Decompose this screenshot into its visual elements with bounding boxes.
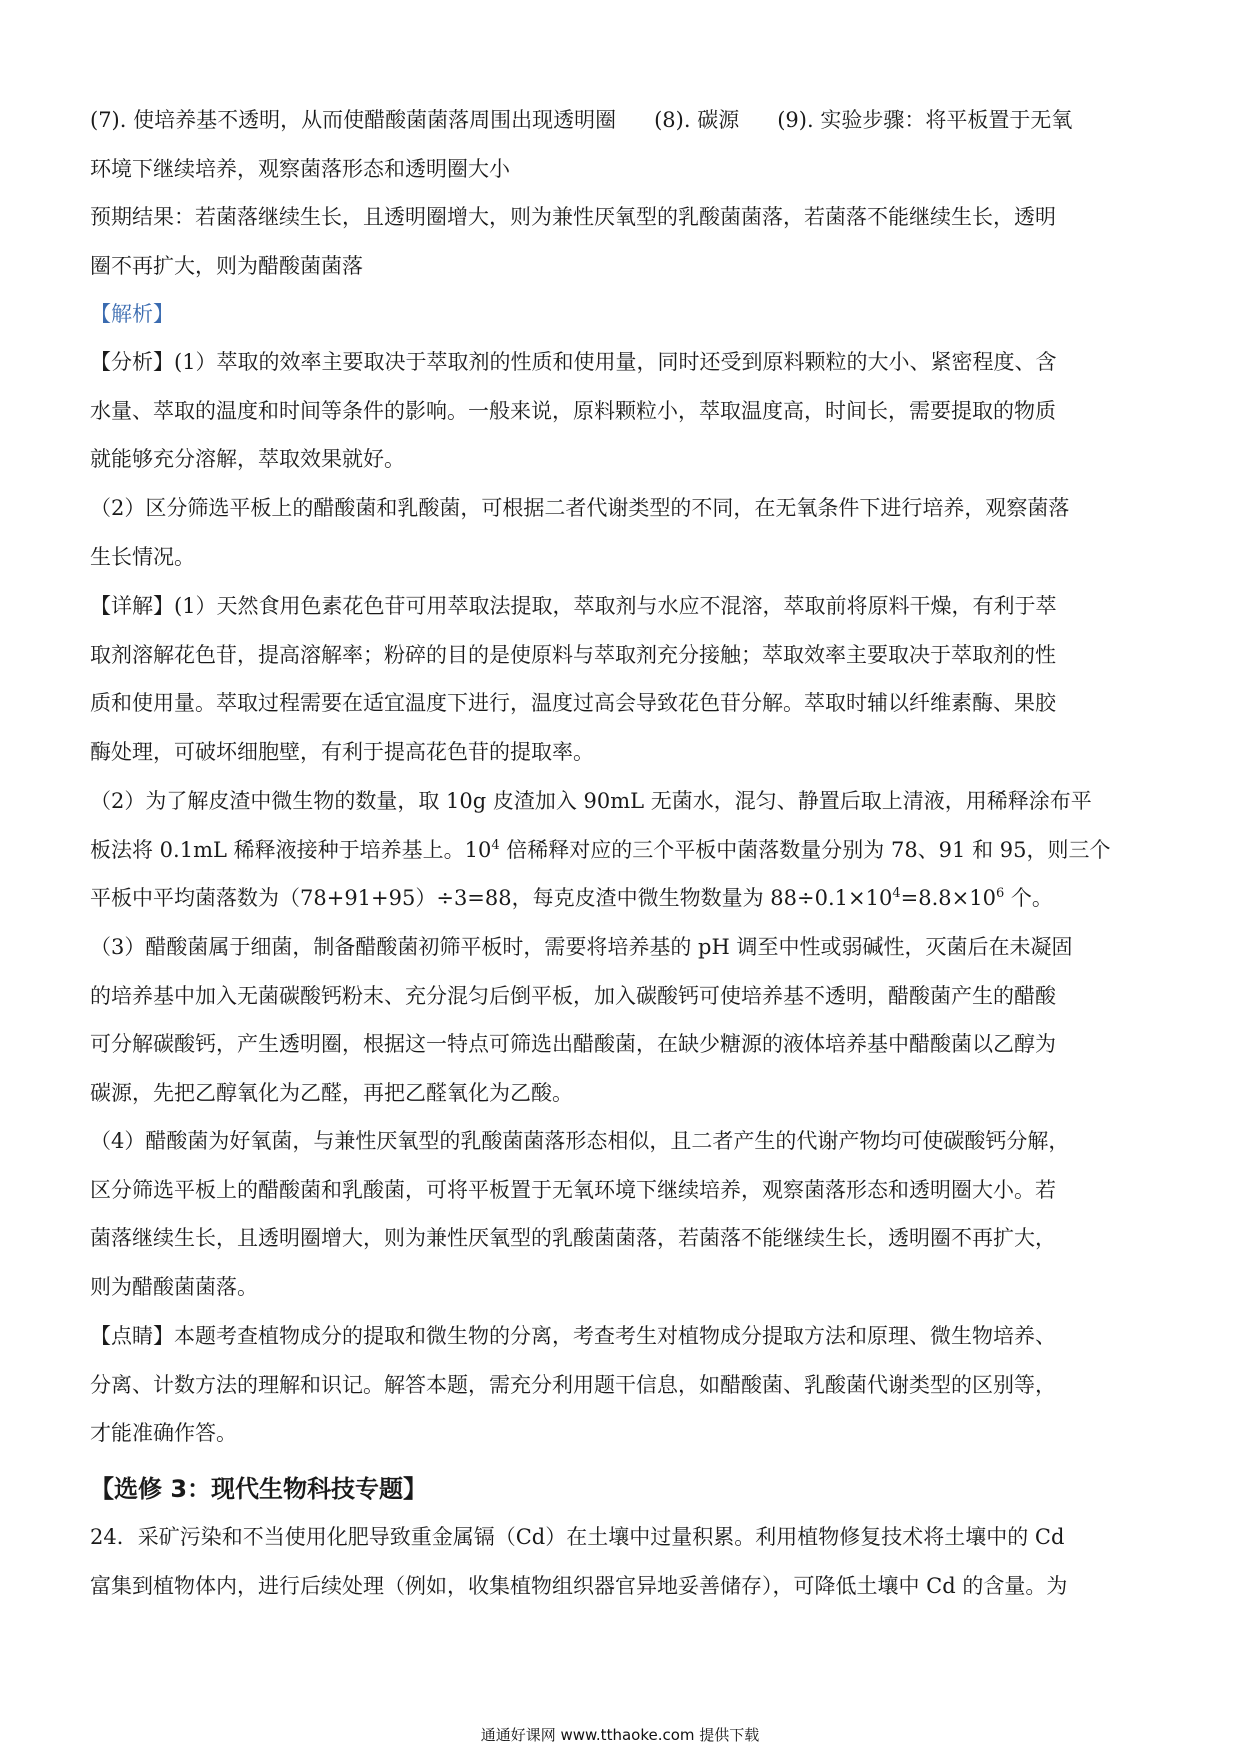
detail-p1-line: 【详解】(1）天然食用色素花色苷可用萃取法提取，萃取剂与水应不混溶，萃取前将原料干燥，有利于萃 [90,594,1057,618]
answer-8: (8). 碳源 [654,108,740,132]
answer-9: (9). 实验步骤：将平板置于无氧 [777,108,1073,132]
analysis-paragraph-2 [90,484,1135,581]
question-24-line: 24．采矿污染和不当使用化肥导致重金属镉（Cd）在土壤中过量积累。利用植物修复技术将土壤中的 Cd [90,1525,1065,1549]
detail-p3-line: 可分解碳酸钙，产生透明圈，根据这一特点可筛选出醋酸菌，在缺少糖源的液体培养基中醋酸菌以乙醇为 [90,1032,1056,1056]
detail-p1-line: 酶处理，可破坏细胞壁，有利于提高花色苷的提取率。 [90,739,594,764]
detail-paragraph-2 [90,777,1135,923]
detail-paragraph-4 [90,1117,1135,1311]
analysis-p2-line: （2）区分筛选平板上的醋酸菌和乳酸菌，可根据二者代谢类型的不同，在无氧条件下进行培养，观察菌落 [90,496,1070,520]
analysis-tag: 【解析】 [90,302,174,326]
detail-p4-line: 则为醋酸菌菌落。 [90,1274,258,1299]
detail-p1-line: 质和使用量。萃取过程需要在适宜温度下进行，温度过高会导致花色苷分解。萃取时辅以纤维素酶、果胶 [90,691,1056,715]
answer-9-continued: 环境下继续培养，观察菌落形态和透明圈大小 [90,156,510,181]
detail-paragraph-1 [90,582,1135,776]
detail-p2-line-3-b: =8.8×10 [900,886,996,910]
detail-paragraph-3 [90,923,1135,1117]
section-heading: 【选修 3：现代生物科技专题】 [90,1475,428,1503]
analysis-p1-line: 水量、萃取的温度和时间等条件的影响。一般来说，原料颗粒小，萃取温度高，时间长，需要提取的物质 [90,398,1056,423]
comment-line: 【点睛】本题考查植物成分的提取和微生物的分离，考查考生对植物成分提取方法和原理、微生物培养、 [90,1324,1056,1348]
page-footer: 通通好课网 www.tthaoke.com 提供下载 [480,1726,760,1744]
analysis-paragraph-1 [90,338,1135,484]
detail-p3-line: （3）醋酸菌属于细菌，制备醋酸菌初筛平板时，需要将培养基的 pH 调至中性或弱碱性，灭菌后在未凝固 [90,935,1073,959]
detail-p3-line: 碳源，先把乙醇氧化为乙醛，再把乙醛氧化为乙酸。 [90,1080,573,1105]
detail-p2-line-3-c: 个。 [1004,886,1053,910]
detail-p2-line-3 [90,874,1135,923]
detail-p2-line-3-a: 平板中平均菌落数为（78+91+95）÷3=88，每克皮渣中微生物数量为 88÷0.1×10 [90,886,893,910]
exponent: 6 [995,886,1005,901]
detail-p2-line-2-a: 板法将 0.1mL 稀释液接种于培养基上。10 [90,837,492,862]
expected-result-line-2: 圈不再扩大，则为醋酸菌菌落 [90,253,363,278]
question-24 [90,1513,1135,1610]
answer-7: (7). 使培养基不透明，从而使醋酸菌菌落周围出现透明圈 [90,108,617,132]
detail-p2-line-2 [90,826,1135,875]
comment-line: 分离、计数方法的理解和识记。解答本题，需充分利用题干信息，如醋酸菌、乳酸菌代谢类型的区别等， [90,1372,1056,1397]
expected-result-line-1: 预期结果：若菌落继续生长，且透明圈增大，则为兼性厌氧型的乳酸菌菌落，若菌落不能继续生长，透明 [90,205,1056,229]
analysis-p2-line: 生长情况。 [90,544,195,569]
exponent: 4 [892,886,901,901]
detail-p2-line-2-b: 倍稀释对应的三个平板中菌落数量分别为 78、91 和 95，则三个 [499,837,1111,862]
detail-p4-line: 菌落继续生长，且透明圈增大，则为兼性厌氧型的乳酸菌菌落，若菌落不能继续生长，透明圈不再扩大， [90,1226,1056,1250]
answer-line-1 [90,96,1072,145]
analysis-p1-line: 就能够充分溶解，萃取效果就好。 [90,447,405,471]
detail-p3-line: 的培养基中加入无菌碳酸钙粉末、充分混匀后倒平板，加入碳酸钙可使培养基不透明，醋酸菌产生的醋酸 [90,983,1056,1008]
analysis-p1-line: 【分析】(1）萃取的效率主要取决于萃取剂的性质和使用量，同时还受到原料颗粒的大小、紧密程度、含 [90,350,1057,374]
comment-line: 才能准确作答。 [90,1421,237,1445]
question-24-line: 富集到植物体内，进行后续处理（例如，收集植物组织器官异地妥善储存），可降低土壤中 Cd 的含量。为 [90,1573,1068,1598]
analysis-tag-block [90,290,1135,339]
exponent: 4 [491,837,500,853]
detail-p4-line: （4）醋酸菌为好氧菌，与兼性厌氧型的乳酸菌菌落形态相似，且二者产生的代谢产物均可使碳酸钙分解， [90,1129,1070,1153]
detail-p4-line: 区分筛选平板上的醋酸菌和乳酸菌，可将平板置于无氧环境下继续培养，观察菌落形态和透明圈大小。若 [90,1177,1056,1202]
answers-block [90,96,1135,290]
detail-p2-line-1: （2）为了解皮渣中微生物的数量，取 10g 皮渣加入 90mL 无菌水，混匀、静置后取上清液，用稀释涂布平 [90,789,1092,813]
detail-p1-line: 取剂溶解花色苷，提高溶解率；粉碎的目的是使原料与萃取剂充分接触；萃取效率主要取决于萃取剂的性 [90,642,1056,667]
comment-paragraph [90,1312,1135,1458]
